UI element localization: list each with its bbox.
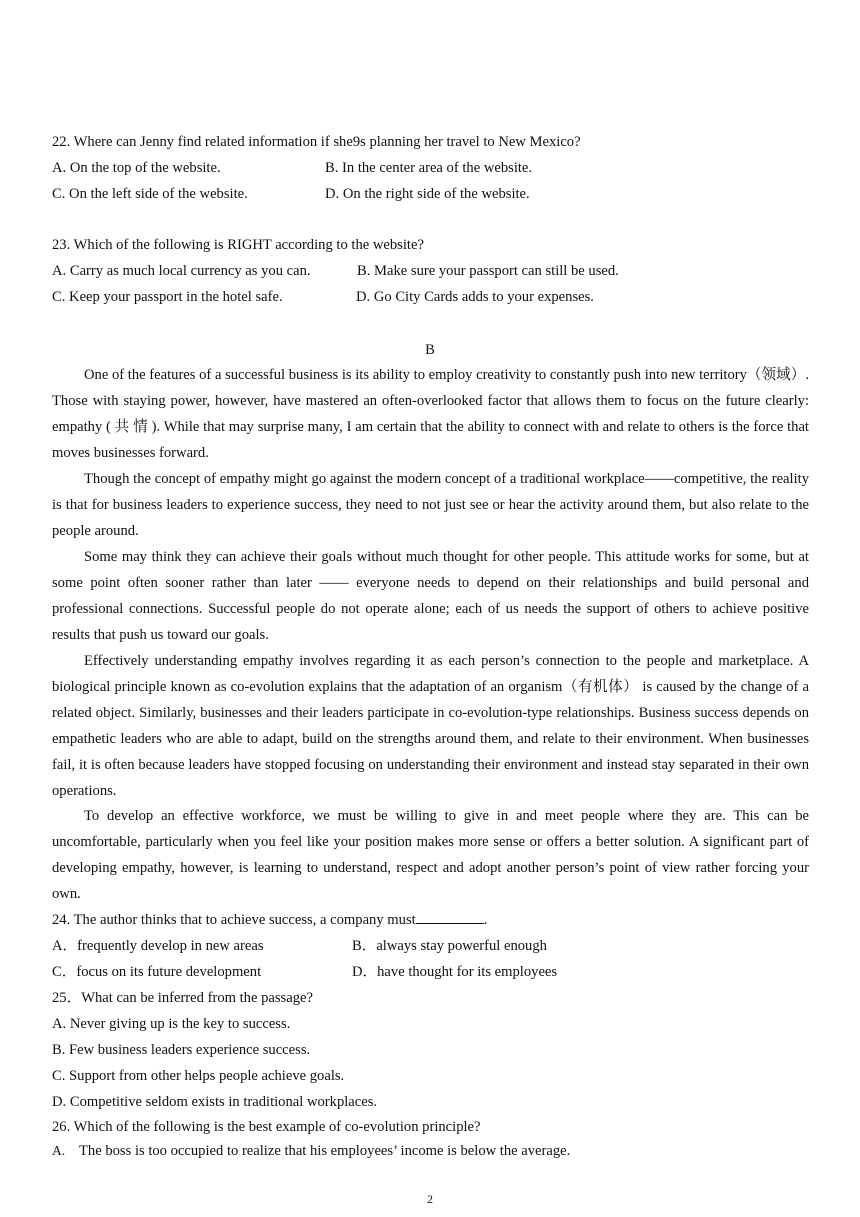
question-22-option-c: C. On the left side of the website. [52, 186, 248, 202]
question-23-option-b: B. Make sure your passport can still be used. [357, 263, 619, 279]
passage-paragraph-2 [52, 466, 809, 544]
question-26-stem: 26. Which of the following is the best example of co-evolution principle? [52, 1119, 481, 1135]
question-23-option-d: D. Go City Cards adds to your expenses. [356, 289, 594, 305]
question-24-stem [52, 911, 487, 929]
question-23-option-c: C. Keep your passport in the hotel safe. [52, 289, 283, 305]
question-22-option-a: A. On the top of the website. [52, 160, 221, 176]
question-25-option-d: D. Competitive seldom exists in traditional workplaces. [52, 1094, 378, 1110]
answer-blank [416, 911, 484, 924]
passage-paragraph-1-text: One of the features of a successful business is its ability to employ creativity to constantly push into new territory（领域）. Those with staying power, however, have mastered an often-overlooked factor that allows them to focus on the future clearly: empathy ( 共 情 ). While that may surprise many, I am certain that the ability to connect with and relate to others is the force that moves businesses forward. [52, 367, 809, 461]
question-25-option-b: B. Few business leaders experience success. [52, 1042, 311, 1058]
passage-paragraph-5-text: To develop an effective workforce, we must be willing to give in and meet people where they are. This can be uncomfortable, particularly when you feel like your position makes more sense or offers a better solution. A significant part of developing empathy, however, is learning to understand, respect and adopt another person’s point of view rather forcing your own. [52, 808, 809, 902]
question-25-option-a: A. Never giving up is the key to success. [52, 1016, 291, 1032]
question-26-option-a [52, 1142, 570, 1160]
passage-paragraph-3-text: Some may think they can achieve their goals without much thought for other people. This attitude works for some, but at some point often sooner rather than later —— everyone needs to depend on their relationships and build personal and professional connections. Successful people do not operate alone; each of us needs the support of others to achieve positive results that push us toward our goals. [52, 549, 809, 643]
question-24-option-a: A．frequently develop in new areas [52, 938, 264, 954]
section-heading: B [425, 342, 435, 358]
passage-paragraph-4-text: Effectively understanding empathy involves regarding it as each person’s connection to the people and marketplace. A biological principle known as co-evolution explains that the adaptation of an organism（有机体） is caused by the change of a related object. Similarly, businesses and their leaders participate in co-evolution-type relationships. Business success depends on empathetic leaders who are able to adapt, build on the strengths around them, and relate to their environment. When businesses fail, it is often because leaders have stopped focusing on understanding their environment and instead stay separated in their own operations. [52, 653, 809, 799]
question-24-stem-end: . [483, 912, 488, 928]
question-22-stem: 22. Where can Jenny find related information if she9s planning her travel to New Mexico? [52, 134, 581, 150]
passage-paragraph-4 [52, 648, 809, 804]
passage-paragraph-3 [52, 544, 809, 648]
question-25-stem: 25．What can be inferred from the passage? [52, 990, 313, 1006]
passage-paragraph-2-text: Though the concept of empathy might go against the modern concept of a traditional workplace——competitive, the reality is that for business leaders to experience success, they need to not just see or hear the activity around them, but also relate to the people around. [52, 471, 809, 539]
question-22-option-b: B. In the center area of the website. [325, 160, 533, 176]
question-24-stem-text: 24. The author thinks that to achieve success, a company must [52, 912, 416, 928]
question-25-option-c: C. Support from other helps people achieve goals. [52, 1068, 345, 1084]
passage-paragraph-5 [52, 803, 809, 907]
question-22-option-d: D. On the right side of the website. [325, 186, 530, 202]
question-24-option-d: D．have thought for its employees [352, 964, 558, 980]
question-26-option-a-letter: A. [52, 1143, 66, 1158]
question-23-stem: 23. Which of the following is RIGHT according to the website? [52, 237, 424, 253]
question-24-option-b: B．always stay powerful enough [352, 938, 547, 954]
question-23-option-a: A. Carry as much local currency as you can. [52, 263, 311, 279]
page-number: 2 [427, 1192, 433, 1206]
passage-paragraph-1 [52, 362, 809, 466]
question-26-option-a-text: The boss is too occupied to realize that his employees’ income is below the average. [79, 1143, 571, 1159]
question-24-option-c: C．focus on its future development [52, 964, 262, 980]
